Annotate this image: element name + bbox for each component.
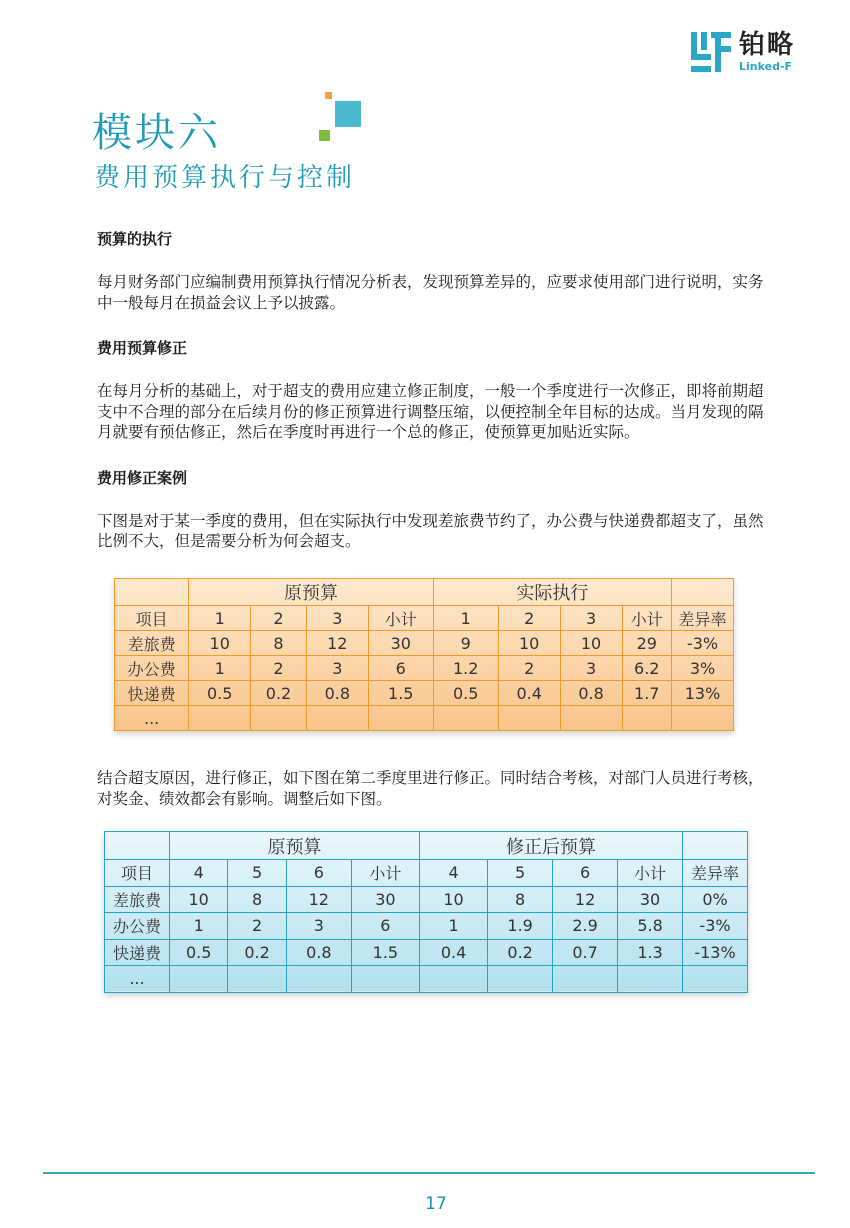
table-cell: 13% (672, 681, 734, 706)
table-cell (672, 706, 734, 731)
column-header: 2 (498, 606, 560, 631)
table-cell: 1.5 (368, 681, 433, 706)
table-cell: 0.2 (488, 939, 553, 966)
table-cell: 10 (419, 886, 487, 913)
column-header: 6 (553, 860, 618, 887)
table-cell: 30 (618, 886, 683, 913)
table-row (105, 913, 748, 940)
section-paragraph: 每月财务部门应编制费用预算执行情况分析表，发现预算差异的，应要求使用部门进行说明，实务中一般每月在损益会议上予以披露。 (97, 273, 764, 312)
column-header: 项目 (105, 860, 170, 887)
table-cell (433, 706, 498, 731)
table-cell (351, 966, 419, 993)
column-header: 3 (306, 606, 368, 631)
row-label: 办公费 (115, 656, 189, 681)
table-column-header-row (105, 860, 748, 887)
table-cell (169, 966, 227, 993)
table-cell: 1.5 (351, 939, 419, 966)
table-cell (488, 966, 553, 993)
table-cell: 10 (560, 631, 622, 656)
table-cell (498, 706, 560, 731)
section-heading: 预算的执行 (97, 230, 173, 248)
table-cell: 12 (553, 886, 618, 913)
table-row (115, 631, 734, 656)
table-cell: 3 (560, 656, 622, 681)
table-column-header-row (115, 606, 734, 631)
column-header: 小计 (368, 606, 433, 631)
table-cell: 0.5 (433, 681, 498, 706)
row-label: 差旅费 (115, 631, 189, 656)
table-cell (618, 966, 683, 993)
column-header: 1 (189, 606, 251, 631)
column-header: 5 (228, 860, 286, 887)
table-cell: 1 (189, 656, 251, 681)
table-cell: 0% (683, 886, 748, 913)
table-cell (189, 706, 251, 731)
row-label: ... (105, 966, 170, 993)
section-paragraph: 在每月分析的基础上，对于超支的费用应建立修正制度，一般一个季度进行一次修正，即将前期超支中不合理的部分在后续月份的修正预算进行调整压缩，以便控制全年目标的达成。当月发现的隔月就要有预估修正，然后在季度时再进行一个总的修正，使预算更加贴近实际。 (97, 382, 764, 441)
body-content (97, 228, 777, 576)
table-cell: 8 (228, 886, 286, 913)
brand-logo (691, 30, 811, 74)
decorative-square-teal (335, 101, 361, 127)
table-cell (560, 706, 622, 731)
budget-table-original-vs-revised (104, 831, 748, 993)
table-cell: 8 (488, 886, 553, 913)
table-cell: 6 (351, 913, 419, 940)
table-cell: 1.2 (433, 656, 498, 681)
table-cell: 8 (251, 631, 307, 656)
column-header: 小计 (351, 860, 419, 887)
table-cell (553, 966, 618, 993)
table-row (105, 966, 748, 993)
table-cell: 30 (368, 631, 433, 656)
footer-divider (43, 1172, 815, 1174)
table-cell: 2 (251, 656, 307, 681)
table-cell (115, 579, 189, 606)
table-cell (683, 966, 748, 993)
table-group-header-row (105, 832, 748, 860)
table-cell: 0.4 (498, 681, 560, 706)
column-header: 4 (169, 860, 227, 887)
table-cell: 30 (351, 886, 419, 913)
table-cell: 0.7 (553, 939, 618, 966)
table-cell: 12 (286, 886, 351, 913)
column-header: 小计 (622, 606, 672, 631)
column-header: 差异率 (683, 860, 748, 887)
logo-text-cn: 铂略 (739, 30, 796, 60)
table-cell (228, 966, 286, 993)
table-cell (683, 832, 748, 860)
table-cell: 3 (286, 913, 351, 940)
group-header-original: 原预算 (189, 579, 433, 606)
table-cell: 1.7 (622, 681, 672, 706)
group-header-original: 原预算 (169, 832, 419, 860)
column-header: 6 (286, 860, 351, 887)
table-cell: 10 (169, 886, 227, 913)
table-cell: 12 (306, 631, 368, 656)
between-tables-paragraph: 结合超支原因，进行修正，如下图在第二季度里进行修正。同时结合考核，对部门人员进行考核，对奖金、绩效都会有影响。调整后如下图。 (97, 769, 764, 808)
table-cell: 0.8 (306, 681, 368, 706)
table-row (115, 656, 734, 681)
table-cell (286, 966, 351, 993)
logo-text-en: Linked-F (739, 60, 793, 73)
table-cell: -3% (672, 631, 734, 656)
table-cell (306, 706, 368, 731)
table-cell: 1.9 (488, 913, 553, 940)
table-cell: 10 (189, 631, 251, 656)
linked-f-logo-icon (691, 32, 733, 72)
table-cell: 5.8 (618, 913, 683, 940)
table-row (115, 681, 734, 706)
column-header: 小计 (618, 860, 683, 887)
module-title: 模块六 (92, 110, 221, 156)
table-cell: 6.2 (622, 656, 672, 681)
table-cell: 2 (498, 656, 560, 681)
table-cell: -3% (683, 913, 748, 940)
section-heading: 费用修正案例 (97, 468, 188, 487)
table-cell: 3 (306, 656, 368, 681)
table-cell: 0.5 (169, 939, 227, 966)
table-row (105, 939, 748, 966)
table-row (115, 706, 734, 731)
table-cell: 3% (672, 656, 734, 681)
table-group-header-row (115, 579, 734, 606)
table-cell (672, 579, 734, 606)
table-cell (419, 966, 487, 993)
table-cell: 1.3 (618, 939, 683, 966)
section-paragraph: 下图是对于某一季度的费用，但在实际执行中发现差旅费节约了，办公费与快递费都超支了，虽然比例不大，但是需要分析为何会超支。 (97, 511, 764, 550)
budget-table-original-vs-actual (114, 578, 734, 731)
table-cell (622, 706, 672, 731)
table-cell: 10 (498, 631, 560, 656)
table-cell: 2 (228, 913, 286, 940)
table-cell (105, 832, 170, 860)
table-cell: 0.5 (189, 681, 251, 706)
table-row (105, 886, 748, 913)
group-header-revised: 修正后预算 (419, 832, 682, 860)
column-header: 2 (251, 606, 307, 631)
row-label: 快递费 (115, 681, 189, 706)
column-header: 3 (560, 606, 622, 631)
table-cell: 0.4 (419, 939, 487, 966)
row-label: 办公费 (105, 913, 170, 940)
column-header: 1 (433, 606, 498, 631)
row-label: ... (115, 706, 189, 731)
column-header: 差异率 (672, 606, 734, 631)
table-cell (368, 706, 433, 731)
table-cell: 2.9 (553, 913, 618, 940)
row-label: 快递费 (105, 939, 170, 966)
table-cell: 6 (368, 656, 433, 681)
group-header-actual: 实际执行 (433, 579, 671, 606)
table-cell: 0.8 (560, 681, 622, 706)
decorative-square-orange (325, 92, 332, 99)
table-cell: 1 (419, 913, 487, 940)
table-cell: 9 (433, 631, 498, 656)
table-cell: 29 (622, 631, 672, 656)
section-heading: 费用预算修正 (97, 339, 188, 357)
table-cell: -13% (683, 939, 748, 966)
row-label: 差旅费 (105, 886, 170, 913)
page-number: 17 (425, 1194, 447, 1214)
table-cell (251, 706, 307, 731)
column-header: 5 (488, 860, 553, 887)
table-cell: 0.2 (251, 681, 307, 706)
module-subtitle: 费用预算执行与控制 (94, 163, 356, 193)
table-cell: 1 (169, 913, 227, 940)
decorative-square-green (319, 130, 330, 141)
table-cell: 0.2 (228, 939, 286, 966)
column-header: 项目 (115, 606, 189, 631)
table-cell: 0.8 (286, 939, 351, 966)
column-header: 4 (419, 860, 487, 887)
